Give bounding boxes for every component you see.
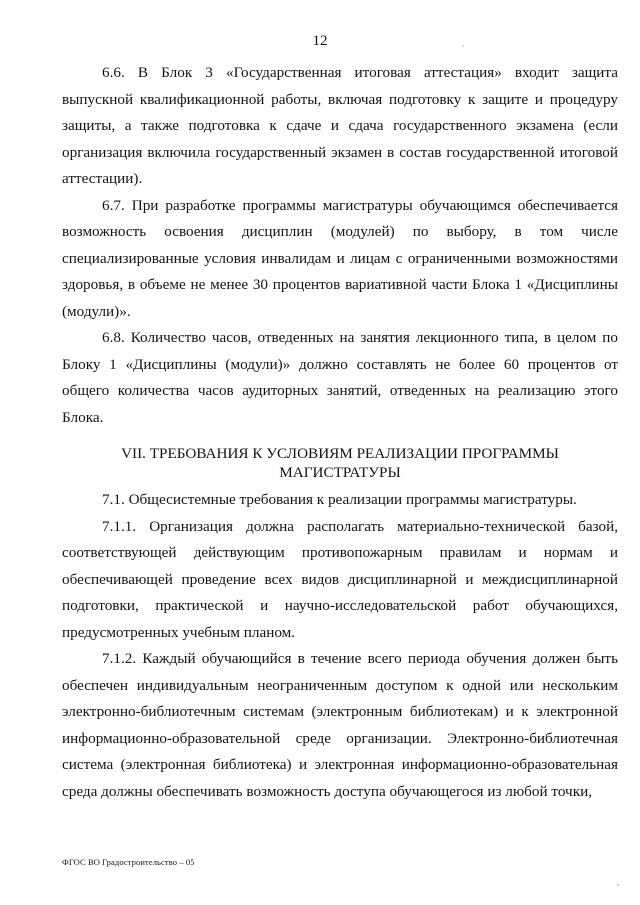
top-text-block [62, 60, 618, 431]
paragraph-6-7: 6.7. При разработке программы магистратуры обучающимся обеспечивается возможность освоения дисциплин (модулей) по выбору, в том числе специализированные условия инвалидам и лицам с ограниченными возможностями здоровья, в объеме не менее 30 процентов вариативной части Блока 1 «Дисциплины (модули)». [62, 196, 618, 320]
page-number: 12 [312, 33, 328, 49]
section-heading-line-1: VII. ТРЕБОВАНИЯ К УСЛОВИЯМ РЕАЛИЗАЦИИ ПРОГРАММЫ [121, 445, 559, 462]
scan-speck [538, 34, 539, 35]
paragraph-7-1-1: 7.1.1. Организация должна располагать материально-технической базой, соответствующей действующим противопожарным правилам и нормам и обеспечивающей проведение всех видов дисциплинарной и междисциплинарной подготовки, практической и научно-исследовательской работ обучающихся, предусмотренных учебным планом. [62, 517, 618, 641]
section-heading-line-2: МАГИСТРАТУРЫ [279, 464, 401, 481]
paragraph-7-1: 7.1. Общесистемные требования к реализации программы магистратуры. [102, 491, 577, 508]
paragraph-6-8: 6.8. Количество часов, отведенных на занятия лекционного типа, в целом по Блоку 1 «Дисциплины (модули)» должно составлять не более 60 процентов от общего количества часов аудиторных занятий, отведенных на реализацию этого Блока. [62, 329, 618, 426]
scan-speck [617, 884, 619, 886]
section-heading [62, 444, 618, 482]
scan-speck [462, 45, 464, 47]
bottom-text-block [62, 487, 618, 805]
paragraph-6-6: 6.6. В Блок 3 «Государственная итоговая аттестация» входит защита выпускной квалификационной работы, включая подготовку к защите и процедуру защиты, а также подготовка к сдаче и сдача государственного экзамена (если организация включила государственный экзамен в состав государственной итоговой аттестации). [62, 64, 618, 187]
paragraph-7-1-2: 7.1.2. Каждый обучающийся в течение всего периода обучения должен быть обеспечен индивидуальным неограниченным доступом к одной или нескольким электронно-библиотечным системам (электронным библиотекам) и к электронной информационно-образовательной среде организации. Электронно-библиотечная система (электронная библиотека) и электронная информационно-образовательная среда должны обеспечивать возможность доступа обучающегося из любой точки, [62, 650, 618, 800]
footer-label: ФГОС ВО Градостроительство – 05 [62, 857, 195, 867]
